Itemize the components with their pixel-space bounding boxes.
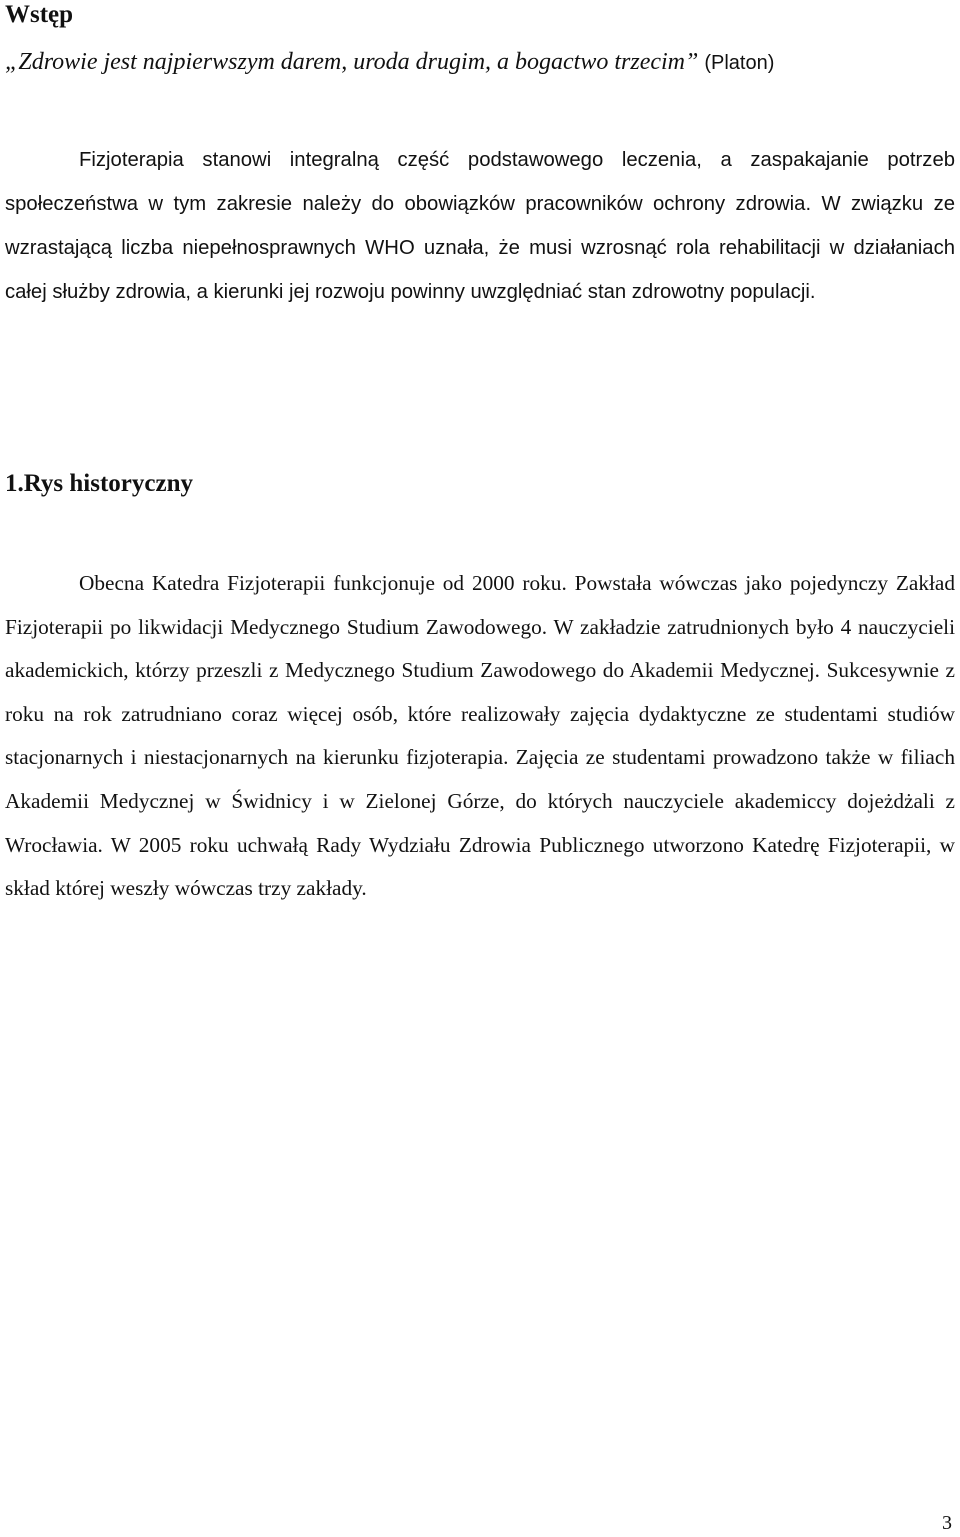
motto (5, 46, 955, 79)
section-heading-intro: Wstęp (5, 1, 74, 28)
history-paragraph: Obecna Katedra Fizjoterapii funkcjonuje od 2000 roku. Powstała wówczas jako pojedynczy Zakład Fizjoterapii po likwidacji Medycznego Studium Zawodowego. W zakładzie zatrudnionych było 4 nauczycieli akademickich, którzy przeszli z Medycznego Studium Zawodowego do Akademii Medycznej. Sukcesywnie z roku na rok zatrudniano coraz więcej osób, które realizowały zajęcia dydaktyczne ze studentami studiów stacjonarnych i niestacjonarnych na kierunku fizjoterapia. Zajęcia ze studentami prowadzono także w filiach Akademii Medycznej w Świdnicy i w Zielonej Górze, do których nauczyciele akademiccy dojeżdżali z Wrocławia. W 2005 roku uchwałą Rady Wydziału Zdrowia Publicznego utworzono Katedrę Fizjoterapii, w skład której weszły wówczas trzy zakłady. (5, 571, 955, 901)
intro-paragraph: Fizjoterapia stanowi integralną część podstawowego leczenia, a zaspakajanie potrzeb społeczeństwa w tym zakresie należy do obowiązków pracowników ochrony zdrowia. W związku ze wzrastającą liczba niepełnosprawnych WHO uznała, że musi wzrosnąć rola rehabilitacji w działaniach całej służby zdrowia, a kierunki jej rozwoju powinny uwzględniać stan zdrowotny populacji. (5, 149, 955, 303)
motto-quote: „Zdrowie jest najpierwszym darem, uroda drugim, a bogactwo trzecim” (5, 49, 705, 75)
section-heading-history: 1.Rys historyczny (5, 470, 194, 497)
page-number: 3 (942, 1512, 952, 1534)
motto-author: (Platon) (704, 52, 775, 74)
